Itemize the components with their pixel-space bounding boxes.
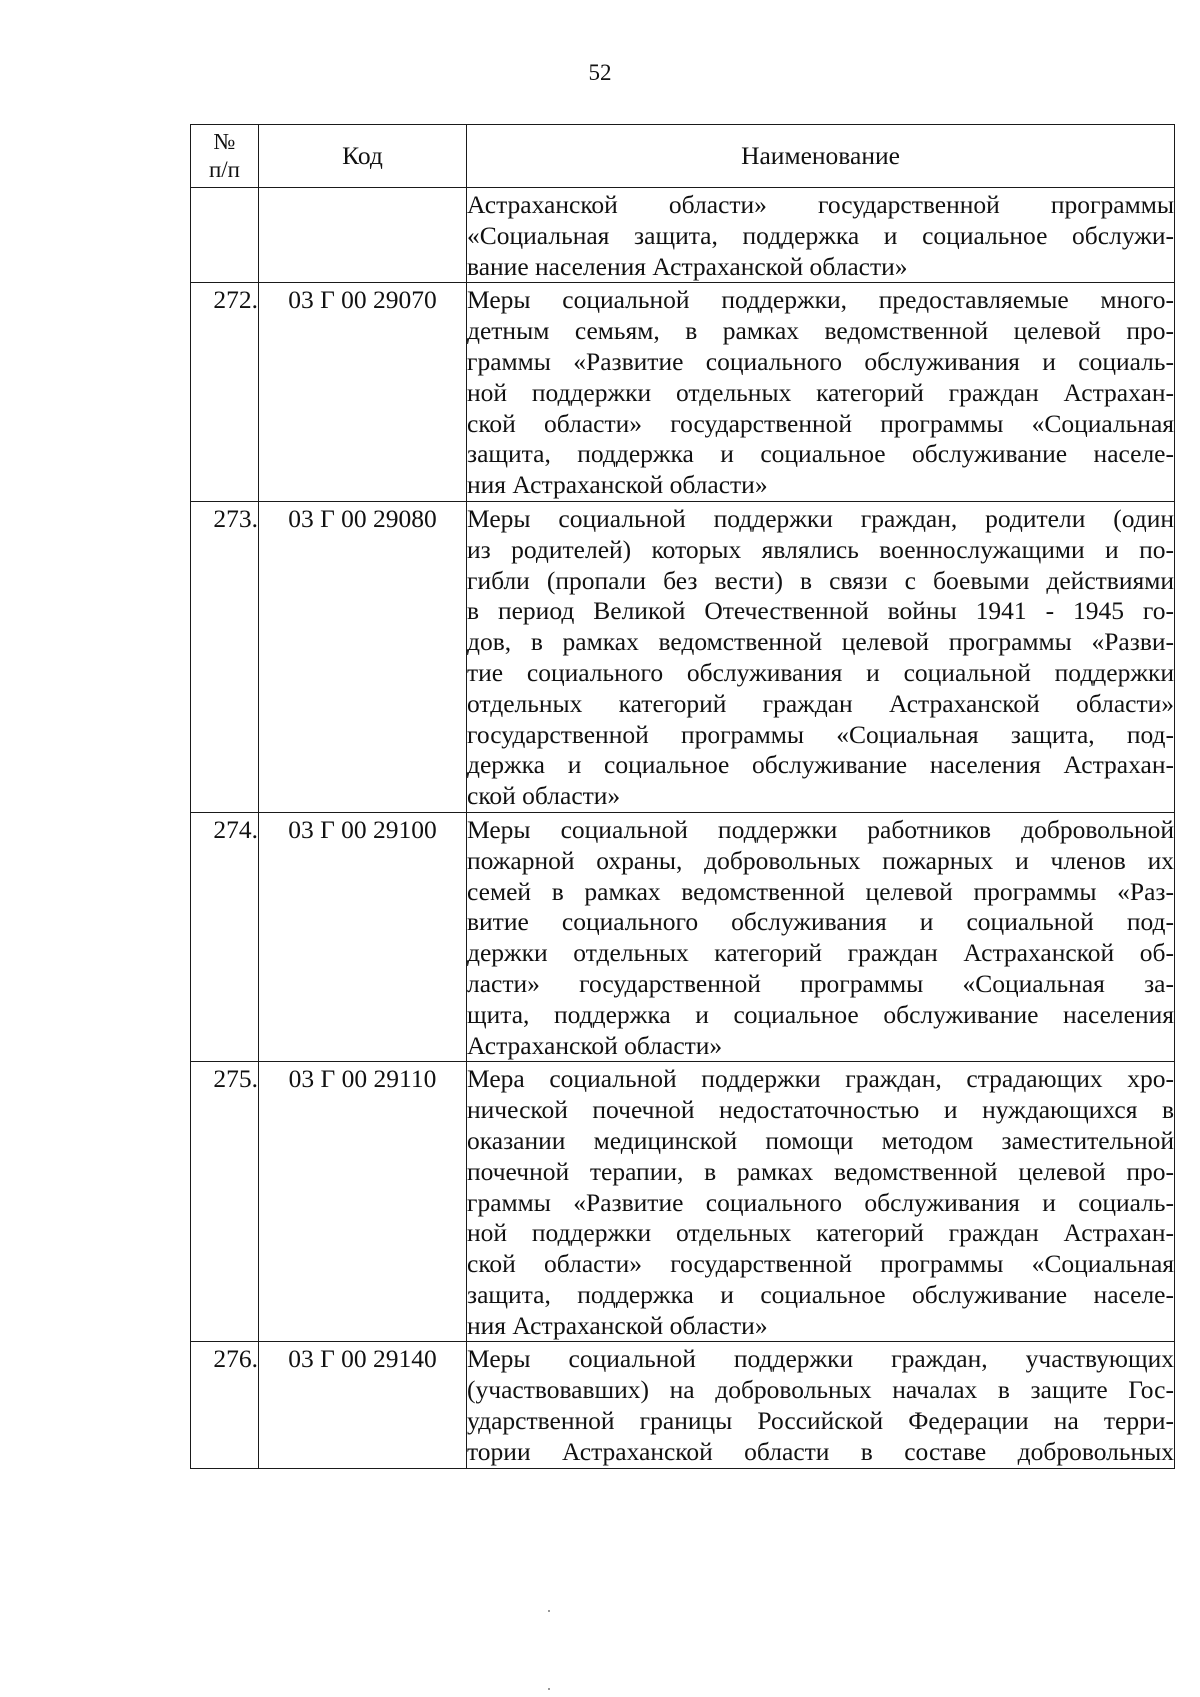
row-name-line: защита, поддержка и социальное обслуживание населе-: [467, 1279, 1174, 1309]
table-body: [191, 188, 1175, 1469]
table-row: [191, 812, 1175, 1061]
row-name-line: ударственной границы Российской Федерации на терри-: [467, 1406, 1174, 1436]
row-name-line: гибли (пропали без вести) в связи с боевыми действиями: [467, 565, 1174, 595]
row-name-line: ния Астраханской области»: [467, 1310, 768, 1340]
row-name-line: «Социальная защита, поддержка и социальное обслужи-: [467, 220, 1174, 250]
row-name-line: (участвовавших) на добровольных началах в защите Гос-: [467, 1375, 1174, 1405]
row-name-line: пожарной охраны, добровольных пожарных и членов их: [467, 845, 1174, 875]
row-number: 273.: [191, 501, 259, 812]
row-name-line: Меры социальной поддержки работников добровольной: [467, 814, 1174, 844]
row-name-line: Меры социальной поддержки граждан, родители (один: [467, 503, 1174, 533]
row-name-line: государственной программы «Социальная защита, под-: [467, 719, 1174, 749]
header-num: [191, 125, 259, 188]
row-number: 275.: [191, 1062, 259, 1342]
row-name: [467, 1062, 1175, 1342]
table-header-row: [191, 125, 1175, 188]
header-num-symbol: №: [213, 129, 236, 154]
table-row: [191, 283, 1175, 502]
row-number: [191, 188, 259, 283]
row-name-line: семей в рамках ведомственной целевой программы «Раз-: [467, 876, 1174, 906]
row-code: 03 Г 00 29100: [259, 812, 467, 1061]
row-name-line: ной поддержки отдельных категорий граждан Астрахан-: [467, 377, 1174, 407]
scan-speck: [548, 1688, 550, 1690]
row-name-line: тории Астраханской области в составе добровольных: [467, 1436, 1174, 1466]
row-name-line: витие социального обслуживания и социальной под-: [467, 907, 1174, 937]
codes-table: [190, 124, 1175, 1469]
row-name-line: ской области»: [467, 781, 621, 811]
row-name-line: почечной терапии, в рамках ведомственной целевой про-: [467, 1156, 1174, 1186]
row-name-line: Мера социальной поддержки граждан, страдающих хро-: [467, 1064, 1174, 1094]
row-code: 03 Г 00 29080: [259, 501, 467, 812]
table-row: [191, 188, 1175, 283]
row-name-line: ласти» государственной программы «Социальная за-: [467, 968, 1174, 998]
row-name: [467, 283, 1175, 502]
row-name-line: Астраханской области»: [467, 1030, 723, 1060]
row-name-line: щита, поддержка и социальное обслуживание населения: [467, 999, 1174, 1029]
row-name-line: ской области» государственной программы «Социальная: [467, 1249, 1174, 1279]
row-name-line: держка и социальное обслуживание населения Астрахан-: [467, 750, 1174, 780]
row-code: 03 Г 00 29070: [259, 283, 467, 502]
row-name: [467, 1342, 1175, 1468]
row-code: 03 Г 00 29110: [259, 1062, 467, 1342]
row-name-line: дов, в рамках ведомственной целевой программы «Разви-: [467, 627, 1174, 657]
row-name-line: Астраханской области» государственной программы: [467, 190, 1174, 219]
row-name-line: в период Великой Отечественной войны 1941 - 1945 го-: [467, 596, 1174, 626]
row-name-line: Меры социальной поддержки граждан, участвующих: [467, 1344, 1174, 1374]
header-code: Код: [259, 125, 467, 188]
header-num-abbrev: п/п: [208, 157, 240, 182]
row-name: [467, 501, 1175, 812]
row-name-line: граммы «Развитие социального обслуживания и социаль-: [467, 1187, 1174, 1217]
row-name-line: тие социального обслуживания и социальной поддержки: [467, 657, 1174, 687]
page-number: 52: [588, 60, 612, 85]
row-name-line: нической почечной недостаточностью и нуждающихся в: [467, 1095, 1174, 1125]
row-name-line: ской области» государственной программы «Социальная: [467, 408, 1174, 438]
row-name-line: оказании медицинской помощи методом заместительной: [467, 1125, 1174, 1155]
row-name: [467, 812, 1175, 1061]
row-name-line: граммы «Развитие социального обслуживания и социаль-: [467, 346, 1174, 376]
row-name-line: отдельных категорий граждан Астраханской области»: [467, 688, 1174, 718]
row-name-line: ной поддержки отдельных категорий граждан Астрахан-: [467, 1218, 1174, 1248]
table-row: [191, 501, 1175, 812]
header-name: Наименование: [467, 125, 1175, 188]
row-number: 276.: [191, 1342, 259, 1468]
row-name-line: из родителей) которых являлись военнослужащими и по-: [467, 534, 1174, 564]
scan-speck: [548, 1610, 550, 1612]
row-name-line: ния Астраханской области»: [467, 470, 768, 500]
row-number: 272.: [191, 283, 259, 502]
table-row: [191, 1342, 1175, 1468]
row-code: 03 Г 00 29140: [259, 1342, 467, 1468]
row-name-line: детным семьям, в рамках ведомственной целевой про-: [467, 316, 1174, 346]
row-name-line: держки отдельных категорий граждан Астраханской об-: [467, 938, 1174, 968]
row-name: [467, 188, 1175, 283]
row-name-line: вание населения Астраханской области»: [467, 251, 908, 281]
table-row: [191, 1062, 1175, 1342]
row-name-line: Меры социальной поддержки, предоставляемые много-: [467, 285, 1174, 315]
row-number: 274.: [191, 812, 259, 1061]
row-name-line: защита, поддержка и социальное обслуживание населе-: [467, 439, 1174, 469]
row-code: [259, 188, 467, 283]
